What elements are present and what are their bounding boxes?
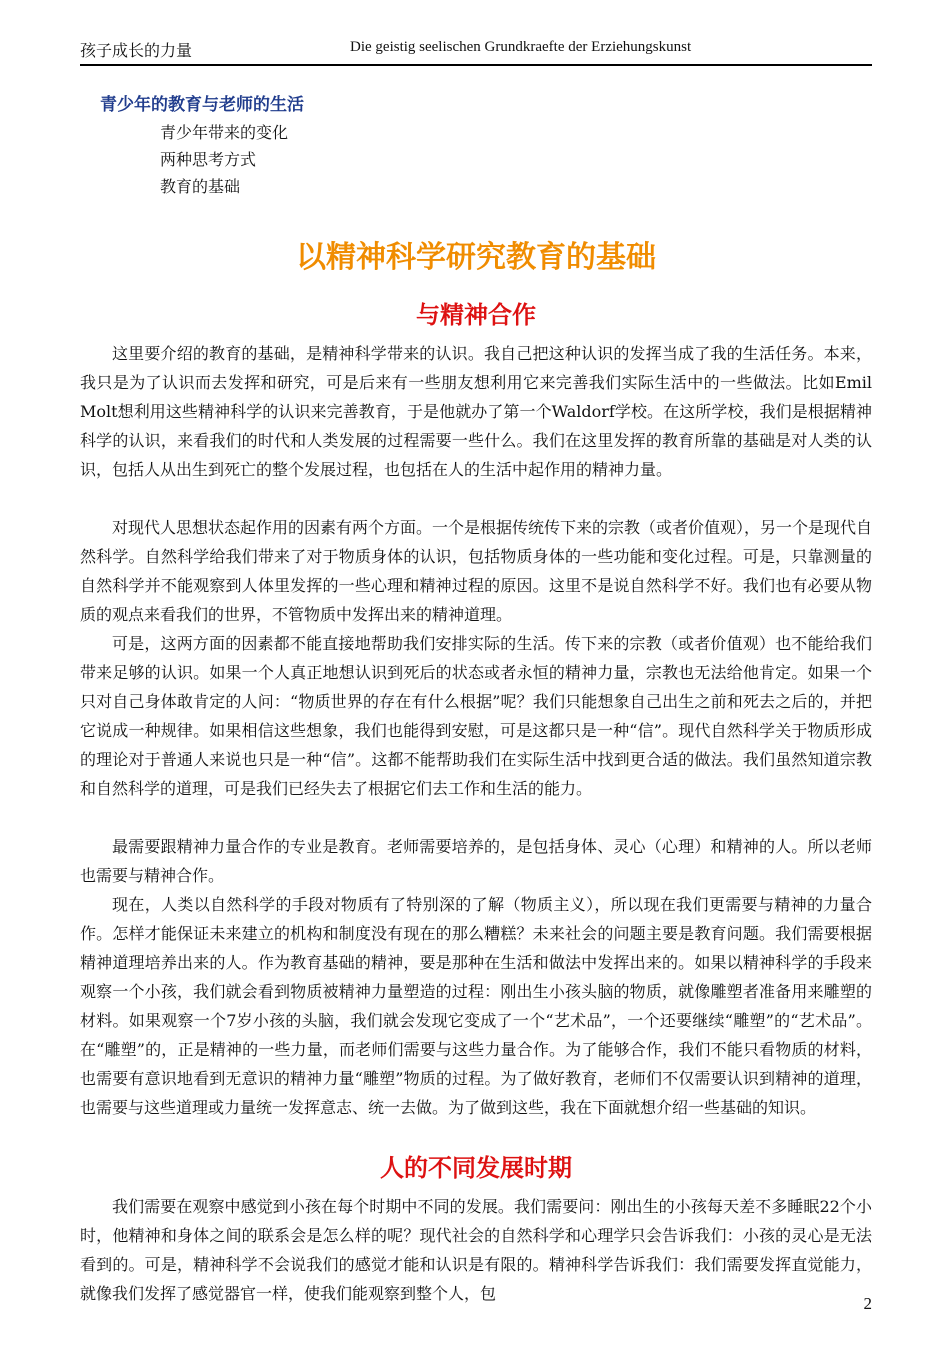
main-title: 以精神科学研究教育的基础 [296, 240, 656, 275]
paragraph: 我们需要在观察中感觉到小孩在每个时期中不同的发展。我们需要问：刚出生的小孩每天差不多睡眠22个小时，他精神和身体之间的联系会是怎么样的呢？现代社会的自然科学和心理学只会告诉我们：小孩的灵心是无法看到的。可是，精神科学不会说我们的感觉才能和认识是有限的。精神科学告诉我们：我们需要发挥直觉能力，就像我们发挥了感觉器官一样，使我们能观察到整个人，包 [80, 1197, 872, 1303]
header-german-title: Die geistig seelischen Grundkraefte der Erziehungskunst [350, 39, 692, 55]
header-book-title: 孩子成长的力量 [80, 41, 193, 60]
toc-item: 教育的基础 [160, 177, 241, 196]
paragraph: 对现代人思想状态起作用的因素有两个方面。一个是根据传统传下来的宗教（或者价值观），另一个是现代自然科学。自然科学给我们带来了对于物质身体的认识，包括物质身体的一些功能和变化过程。可是，只靠测量的自然科学并不能观察到人体里发挥的一些心理和精神过程的原因。这里不是说自然科学不好。我们也有必要从物质的观点来看我们的世界，不管物质中发挥出来的精神道理。 [80, 518, 873, 624]
section-title-cooperation: 与精神合作 [416, 301, 536, 329]
toc-item: 青少年带来的变化 [160, 123, 289, 142]
paragraph: 现在，人类以自然科学的手段对物质有了特别深的了解（物质主义），所以现在我们更需要与精神的力量合作。怎样才能保证未来建立的机构和制度没有现在的那么糟糕？未来社会的问题主要是教育问题。我们需要根据精神道理培养出来的人。作为教育基础的精神，要是那种在生活和做法中发挥出来的。如果以精神科学的手段来观察一个小孩，我们就会看到物质被精神力量塑造的过程：刚出生小孩头脑的物质，就像雕塑者准备用来雕塑的材料。如果观察一个7岁小孩的头脑，我们就会发现它变成了一个“艺术品”，一个还要继续“雕塑”的“艺术品”。在“雕塑”的，正是精神的一些力量，而老师们需要与这些力量合作。为了能够合作，我们不能只看物质的材料，也需要有意识地看到无意识的精神力量“雕塑”物质的过程。为了做好教育，老师们不仅需要认识到精神的道理，也需要与这些道理或力量统一发挥意志、统一去做。为了做到这些，我在下面就想介绍一些基础的知识。 [80, 895, 872, 1117]
paragraph: 最需要跟精神力量合作的专业是教育。老师需要培养的，是包括身体、灵心（心理）和精神的人。所以老师也需要与精神合作。 [80, 837, 872, 885]
toc-item: 两种思考方式 [160, 150, 257, 169]
table-of-contents [100, 92, 304, 200]
toc-title: 青少年的教育与老师的生活 [100, 95, 304, 115]
page-header [80, 38, 872, 66]
paragraph: 可是，这两方面的因素都不能直接地帮助我们安排实际的生活。传下来的宗教（或者价值观）也不能给我们带来足够的认识。如果一个人真正地想认识到死后的状态或者永恒的精神力量，宗教也无法给他肯定。如果一个只对自己身体敢肯定的人问：“物质世界的存在有什么根据”呢？我们只能想象自己出生之前和死去之后的，并把它说成一种规律。如果相信这些想象，我们也能得到安慰，可是这都只是一种“信”。现代自然科学关于物质形成的理论对于普通人来说也只是一种“信”。这都不能帮助我们在实际生活中找到更合适的做法。我们虽然知道宗教和自然科学的道理，可是我们已经失去了根据它们去工作和生活的能力。 [80, 634, 872, 798]
page-number: 2 [863, 1294, 872, 1313]
paragraph: 这里要介绍的教育的基础，是精神科学带来的认识。我自己把这种认识的发挥当成了我的生活任务。本来，我只是为了认识而去发挥和研究，可是后来有一些朋友想利用它来完善我们实际生活中的一些做法。比如Emil Molt想利用这些精神科学的认识来完善教育，于是他就办了第一个Waldorf学校。在这所学校，我们是根据精神科学的认识，来看我们的时代和人类发展的过程需要一些什么。我们在这里发挥的教育所靠的基础是对人类的认识，包括人从出生到死亡的整个发展过程，也包括在人的生活中起作用的精神力量。 [80, 344, 872, 479]
section-title-development-periods: 人的不同发展时期 [380, 1154, 572, 1182]
